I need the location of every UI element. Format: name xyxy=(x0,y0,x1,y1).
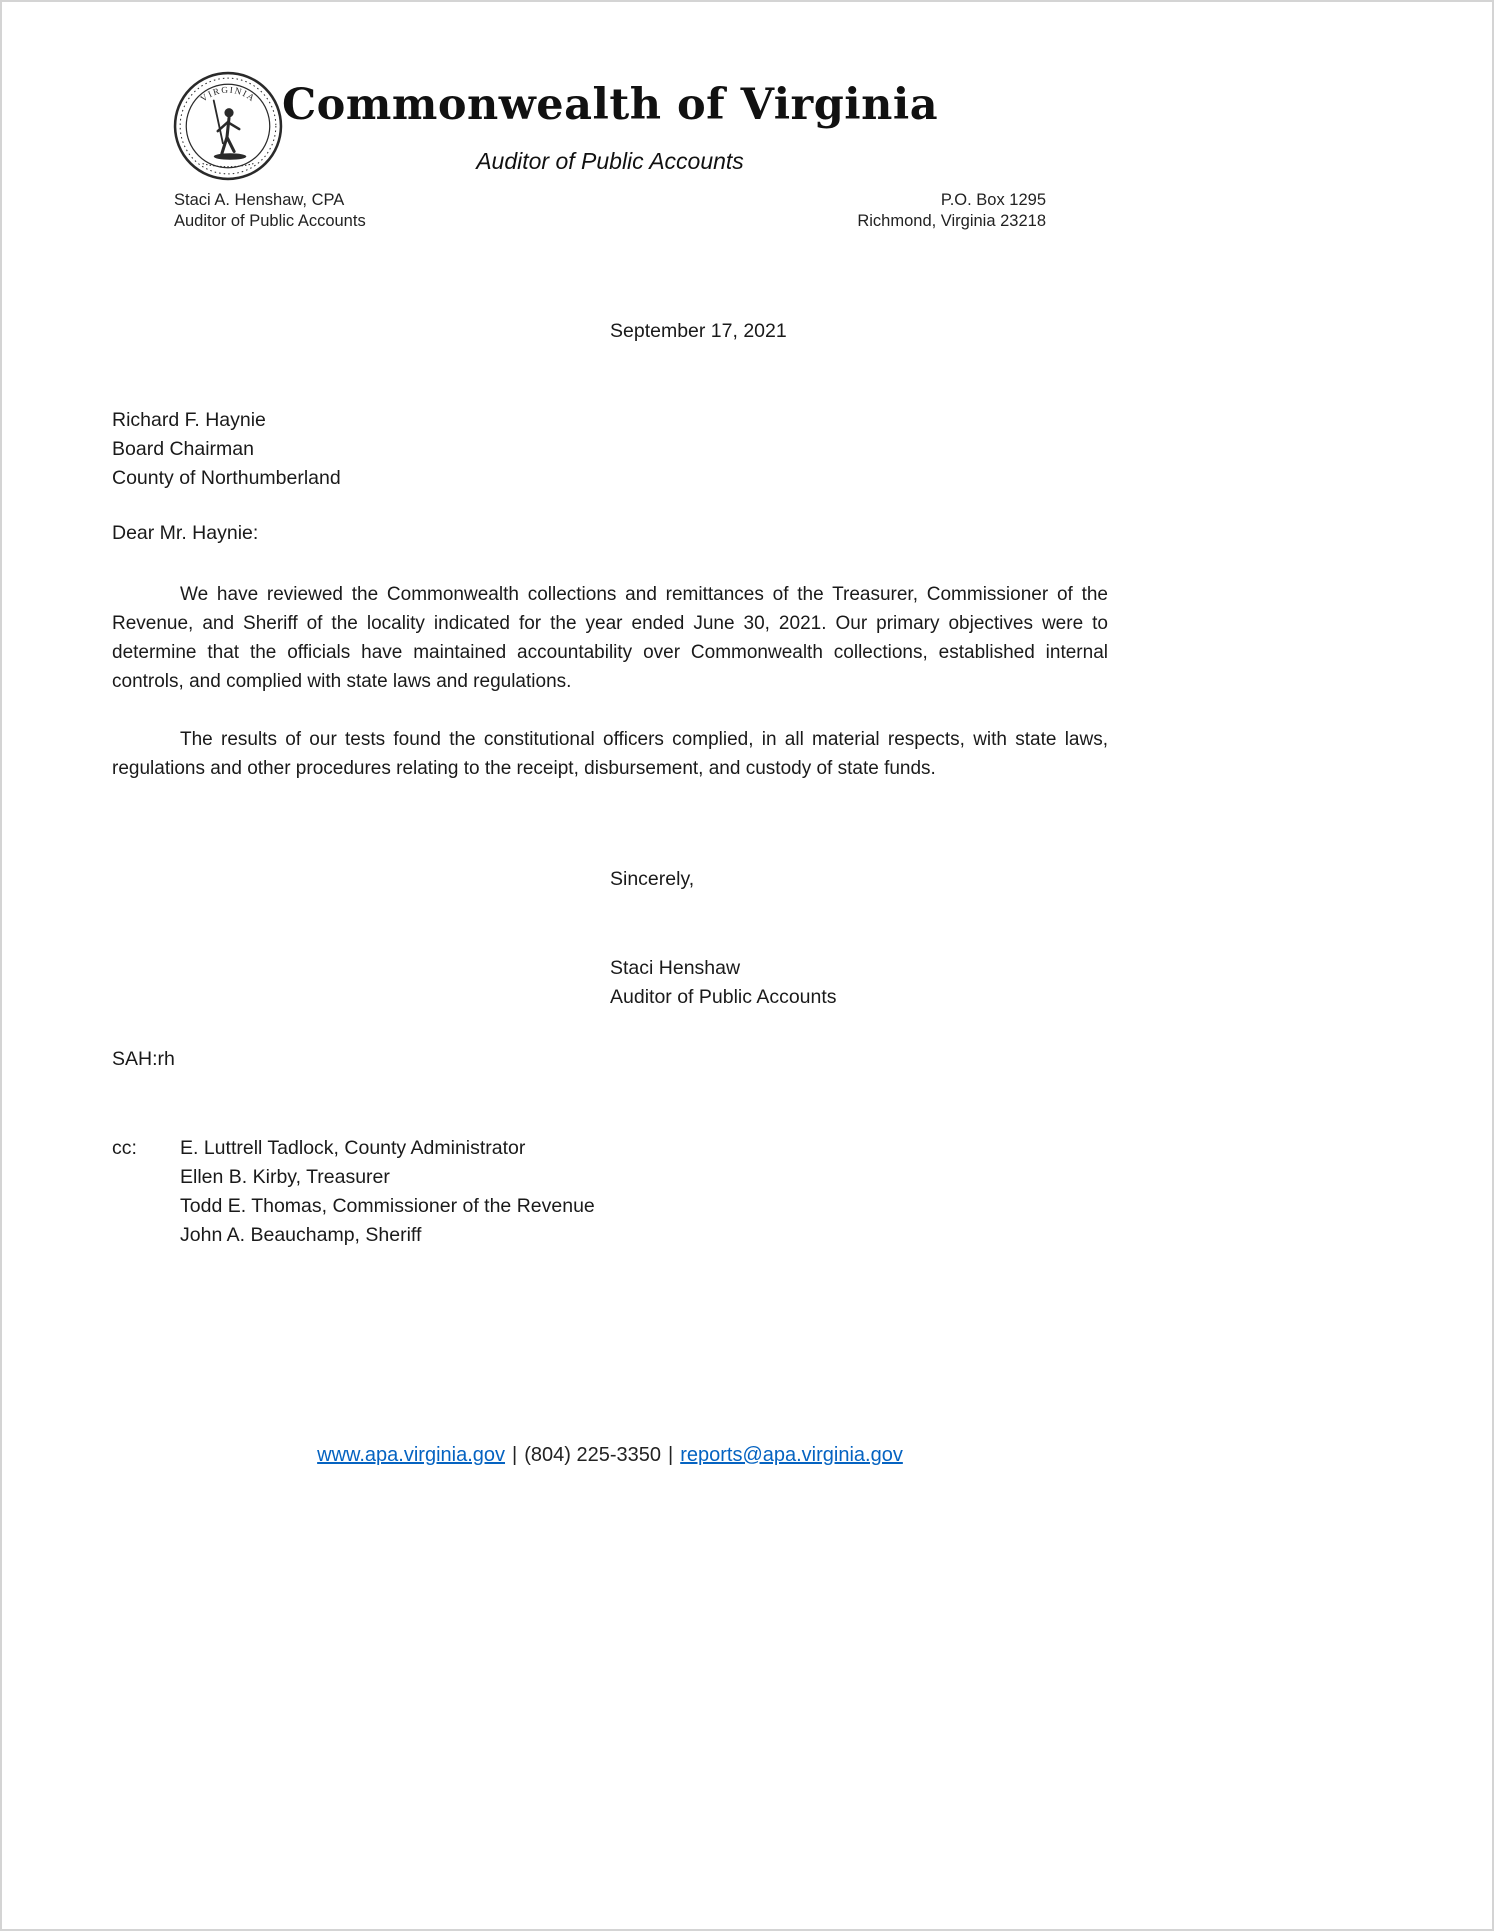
body-paragraph-1: We have reviewed the Commonwealth collections and remittances of the Treasurer, Commissioner of the Revenue, and Sheriff of the locality indicated for the year ended June 30, 2021. Our primary objectives were to determine that the officials have maintained accountability over Commonwealth collections, established internal controls, and complied with state laws and regulations. xyxy=(112,584,1108,692)
cc-item: John A. Beauchamp, Sheriff xyxy=(180,1224,422,1246)
recipient-name: Richard F. Haynie xyxy=(112,409,266,431)
seal-label-text: VIRGINIA xyxy=(198,84,258,104)
recipient-title: Board Chairman xyxy=(112,438,254,460)
recipient-locality: County of Northumberland xyxy=(112,467,341,489)
footer-separator: | xyxy=(512,1444,518,1466)
closing: Sincerely, xyxy=(610,868,695,890)
body-paragraph-2: The results of our tests found the constitutional officers complied, in all material respects, with state laws, regulations and other procedures relating to the receipt, disbursement, and custody of state funds. xyxy=(112,729,1108,779)
footer xyxy=(112,1444,1108,1467)
auditor-title: Auditor of Public Accounts xyxy=(174,212,366,230)
website-link[interactable]: www.apa.virginia.gov xyxy=(317,1444,506,1466)
recipient-block xyxy=(112,406,341,493)
cc-label: cc: xyxy=(112,1137,137,1159)
letterhead-title: Commonwealth of Virginia xyxy=(281,80,939,130)
cc-item: Todd E. Thomas, Commissioner of the Revenue xyxy=(180,1195,595,1217)
auditor-name: Staci A. Henshaw, CPA xyxy=(174,191,345,209)
letterhead-contact-row xyxy=(112,190,1108,232)
signature-block xyxy=(610,954,837,1012)
cc-list xyxy=(180,1134,595,1250)
signature-name: Staci Henshaw xyxy=(610,957,741,979)
auditor-name-block xyxy=(174,190,366,232)
footer-separator: | xyxy=(668,1444,674,1466)
letter-date: September 17, 2021 xyxy=(610,320,787,342)
reference-initials: SAH:rh xyxy=(112,1048,175,1070)
email-link[interactable]: reports@apa.virginia.gov xyxy=(680,1444,903,1466)
po-box: P.O. Box 1295 xyxy=(940,191,1046,209)
phone-number: (804) 225-3350 xyxy=(524,1444,661,1466)
letterhead-subtitle: Auditor of Public Accounts xyxy=(476,148,744,174)
salutation: Dear Mr. Haynie: xyxy=(112,522,259,544)
office-address-block xyxy=(857,190,1046,232)
cc-item: Ellen B. Kirby, Treasurer xyxy=(180,1166,390,1188)
cc-item: E. Luttrell Tadlock, County Administrator xyxy=(180,1137,526,1159)
signature-title: Auditor of Public Accounts xyxy=(610,986,837,1008)
city-state-zip: Richmond, Virginia 23218 xyxy=(857,212,1046,230)
